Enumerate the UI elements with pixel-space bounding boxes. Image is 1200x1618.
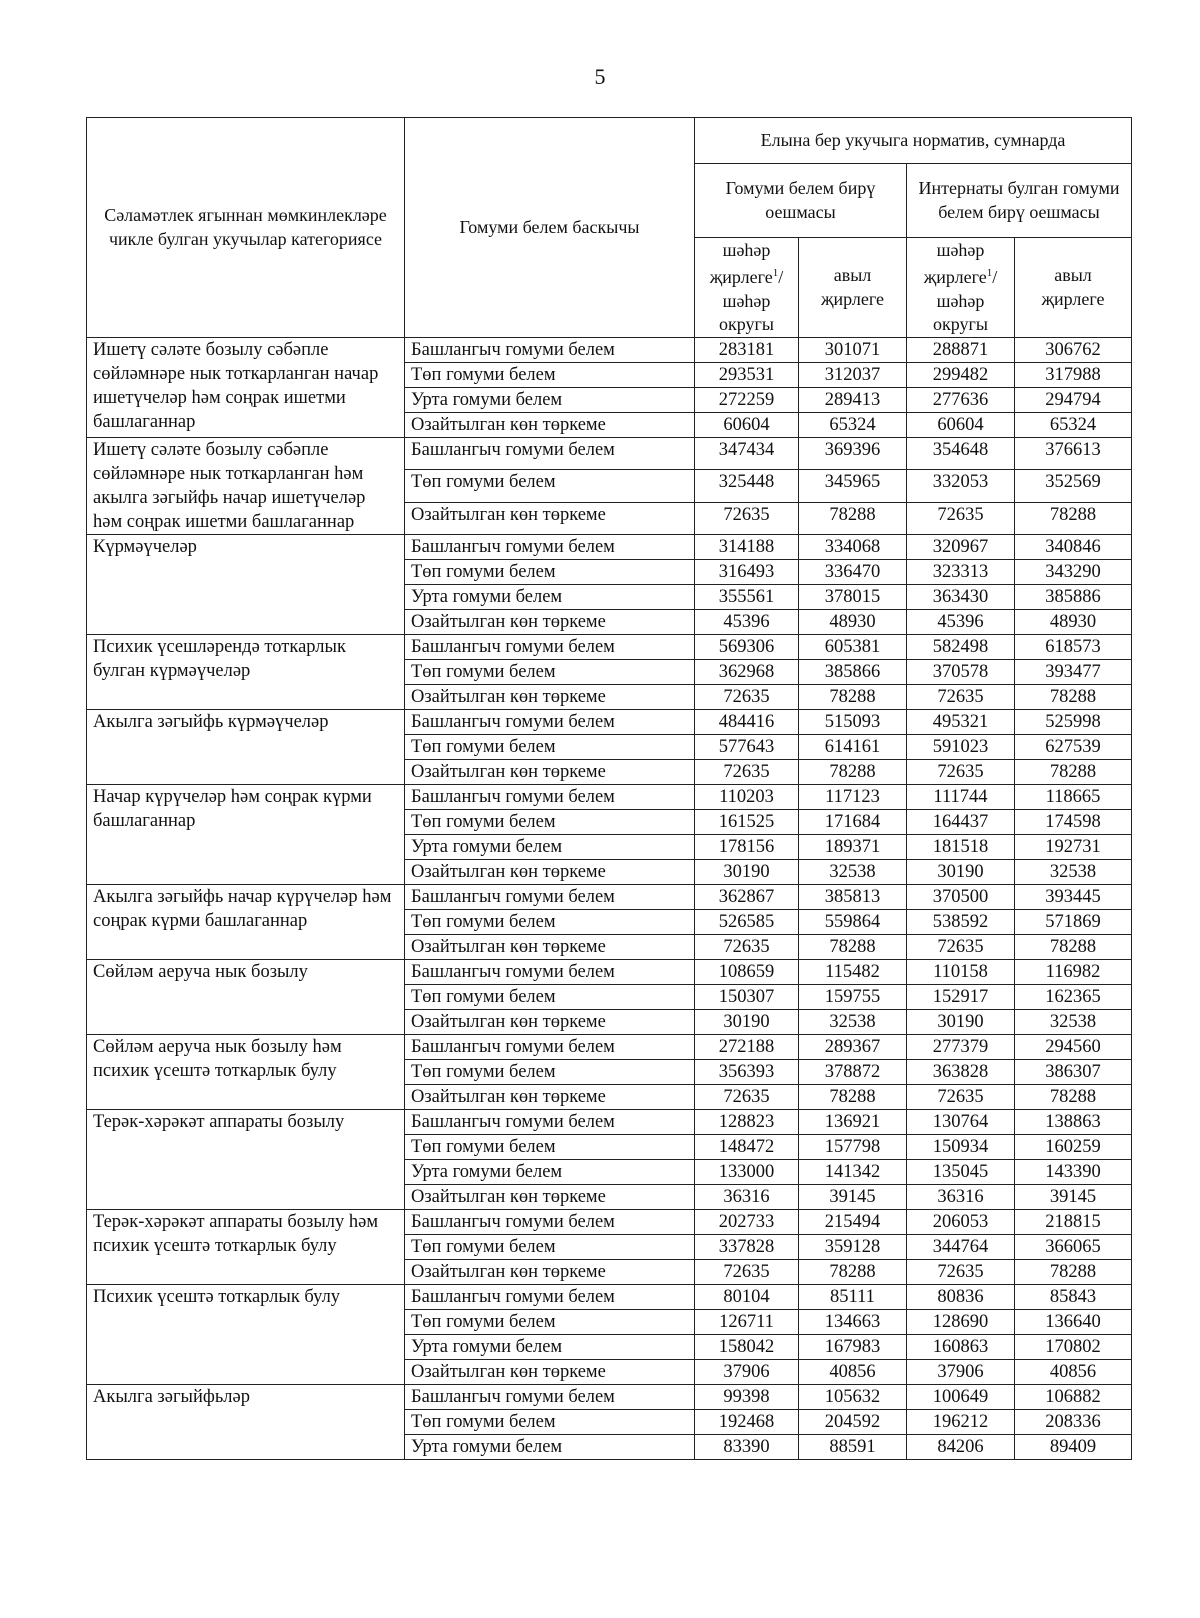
value-cell: 48930 xyxy=(1015,610,1132,635)
value-cell: 72635 xyxy=(695,502,799,534)
value-cell: 80836 xyxy=(907,1285,1015,1310)
value-cell: 164437 xyxy=(907,810,1015,835)
value-cell: 89409 xyxy=(1015,1435,1132,1460)
value-cell: 171684 xyxy=(799,810,907,835)
level-cell: Башлангыч гомуми белем xyxy=(405,1285,695,1310)
value-cell: 45396 xyxy=(907,610,1015,635)
value-cell: 32538 xyxy=(799,1010,907,1035)
category-cell: Психик үсешләрендә тоткарлык булган күрмәүчеләр xyxy=(87,635,405,710)
table-row xyxy=(87,1385,1132,1410)
value-cell: 294560 xyxy=(1015,1035,1132,1060)
value-cell: 138863 xyxy=(1015,1110,1132,1135)
header-level: Гомуми белем баскычы xyxy=(405,118,695,338)
value-cell: 78288 xyxy=(1015,1085,1132,1110)
value-cell: 32538 xyxy=(1015,860,1132,885)
value-cell: 189371 xyxy=(799,835,907,860)
table-row xyxy=(87,1035,1132,1060)
value-cell: 344764 xyxy=(907,1235,1015,1260)
value-cell: 277379 xyxy=(907,1035,1015,1060)
level-cell: Төп гомуми белем xyxy=(405,470,695,502)
level-cell: Башлангыч гомуми белем xyxy=(405,1110,695,1135)
value-cell: 484416 xyxy=(695,710,799,735)
level-cell: Башлангыч гомуми белем xyxy=(405,960,695,985)
level-cell: Озайтылган көн төркеме xyxy=(405,685,695,710)
value-cell: 376613 xyxy=(1015,438,1132,470)
value-cell: 78288 xyxy=(799,1260,907,1285)
level-cell: Озайтылган көн төркеме xyxy=(405,1185,695,1210)
value-cell: 293531 xyxy=(695,363,799,388)
value-cell: 148472 xyxy=(695,1135,799,1160)
value-cell: 301071 xyxy=(799,338,907,363)
value-cell: 36316 xyxy=(695,1185,799,1210)
value-cell: 627539 xyxy=(1015,735,1132,760)
value-cell: 323313 xyxy=(907,560,1015,585)
value-cell: 320967 xyxy=(907,535,1015,560)
value-cell: 196212 xyxy=(907,1410,1015,1435)
category-cell: Сөйләм аеруча нык бозылу һәм психик үсештә тоткарлык булу xyxy=(87,1035,405,1110)
header-rural-general: авыл җирлеге xyxy=(799,238,907,338)
value-cell: 78288 xyxy=(1015,502,1132,534)
level-cell: Башлангыч гомуми белем xyxy=(405,1385,695,1410)
value-cell: 78288 xyxy=(799,935,907,960)
value-cell: 32538 xyxy=(1015,1010,1132,1035)
value-cell: 78288 xyxy=(799,502,907,534)
value-cell: 157798 xyxy=(799,1135,907,1160)
level-cell: Озайтылган көн төркеме xyxy=(405,1085,695,1110)
value-cell: 115482 xyxy=(799,960,907,985)
value-cell: 117123 xyxy=(799,785,907,810)
value-cell: 36316 xyxy=(907,1185,1015,1210)
value-cell: 571869 xyxy=(1015,910,1132,935)
value-cell: 369396 xyxy=(799,438,907,470)
value-cell: 314188 xyxy=(695,535,799,560)
value-cell: 378872 xyxy=(799,1060,907,1085)
header-rural-boarding: авыл җирлеге xyxy=(1015,238,1132,338)
header-urban-boarding: шәһәр җирлеге$^1$/ шәһәр округы xyxy=(907,238,1015,338)
level-cell: Төп гомуми белем xyxy=(405,1060,695,1085)
level-cell: Башлангыч гомуми белем xyxy=(405,710,695,735)
level-cell: Төп гомуми белем xyxy=(405,910,695,935)
category-cell: Начар күрүчеләр һәм соңрак күрми башлаганнар xyxy=(87,785,405,885)
table-row xyxy=(87,1110,1132,1135)
level-cell: Урта гомуми белем xyxy=(405,1335,695,1360)
value-cell: 393477 xyxy=(1015,660,1132,685)
value-cell: 110203 xyxy=(695,785,799,810)
value-cell: 65324 xyxy=(799,413,907,438)
value-cell: 362968 xyxy=(695,660,799,685)
table-row xyxy=(87,885,1132,910)
value-cell: 32538 xyxy=(799,860,907,885)
value-cell: 370500 xyxy=(907,885,1015,910)
table-row xyxy=(87,785,1132,810)
value-cell: 72635 xyxy=(907,1260,1015,1285)
value-cell: 78288 xyxy=(1015,760,1132,785)
level-cell: Башлангыч гомуми белем xyxy=(405,338,695,363)
value-cell: 605381 xyxy=(799,635,907,660)
value-cell: 577643 xyxy=(695,735,799,760)
value-cell: 354648 xyxy=(907,438,1015,470)
level-cell: Озайтылган көн төркеме xyxy=(405,502,695,534)
value-cell: 525998 xyxy=(1015,710,1132,735)
value-cell: 72635 xyxy=(907,1085,1015,1110)
level-cell: Башлангыч гомуми белем xyxy=(405,438,695,470)
value-cell: 337828 xyxy=(695,1235,799,1260)
value-cell: 162365 xyxy=(1015,985,1132,1010)
value-cell: 614161 xyxy=(799,735,907,760)
value-cell: 100649 xyxy=(907,1385,1015,1410)
table-row xyxy=(87,535,1132,560)
value-cell: 272188 xyxy=(695,1035,799,1060)
value-cell: 204592 xyxy=(799,1410,907,1435)
value-cell: 85111 xyxy=(799,1285,907,1310)
value-cell: 277636 xyxy=(907,388,1015,413)
value-cell: 618573 xyxy=(1015,635,1132,660)
value-cell: 345965 xyxy=(799,470,907,502)
value-cell: 218815 xyxy=(1015,1210,1132,1235)
value-cell: 135045 xyxy=(907,1160,1015,1185)
value-cell: 378015 xyxy=(799,585,907,610)
value-cell: 370578 xyxy=(907,660,1015,685)
level-cell: Урта гомуми белем xyxy=(405,1435,695,1460)
value-cell: 363828 xyxy=(907,1060,1015,1085)
value-cell: 289413 xyxy=(799,388,907,413)
level-cell: Башлангыч гомуми белем xyxy=(405,785,695,810)
value-cell: 181518 xyxy=(907,835,1015,860)
header-org-boarding: Интернаты булган гомуми белем бирү оешмасы xyxy=(907,164,1132,238)
value-cell: 591023 xyxy=(907,735,1015,760)
value-cell: 526585 xyxy=(695,910,799,935)
value-cell: 159755 xyxy=(799,985,907,1010)
value-cell: 30190 xyxy=(695,1010,799,1035)
value-cell: 65324 xyxy=(1015,413,1132,438)
header-norm-title: Елына бер укучыга норматив, сумнарда xyxy=(695,118,1132,164)
level-cell: Озайтылган көн төркеме xyxy=(405,1360,695,1385)
value-cell: 569306 xyxy=(695,635,799,660)
value-cell: 206053 xyxy=(907,1210,1015,1235)
value-cell: 60604 xyxy=(907,413,1015,438)
level-cell: Урта гомуми белем xyxy=(405,1160,695,1185)
value-cell: 40856 xyxy=(799,1360,907,1385)
value-cell: 84206 xyxy=(907,1435,1015,1460)
value-cell: 299482 xyxy=(907,363,1015,388)
value-cell: 83390 xyxy=(695,1435,799,1460)
value-cell: 386307 xyxy=(1015,1060,1132,1085)
value-cell: 72635 xyxy=(907,685,1015,710)
category-cell: Психик үсештә тоткарлык булу xyxy=(87,1285,405,1385)
value-cell: 288871 xyxy=(907,338,1015,363)
value-cell: 111744 xyxy=(907,785,1015,810)
value-cell: 362867 xyxy=(695,885,799,910)
value-cell: 72635 xyxy=(695,1085,799,1110)
value-cell: 495321 xyxy=(907,710,1015,735)
value-cell: 30190 xyxy=(695,860,799,885)
level-cell: Урта гомуми белем xyxy=(405,585,695,610)
value-cell: 106882 xyxy=(1015,1385,1132,1410)
value-cell: 143390 xyxy=(1015,1160,1132,1185)
level-cell: Башлангыч гомуми белем xyxy=(405,535,695,560)
norms-table xyxy=(86,117,1132,1460)
value-cell: 60604 xyxy=(695,413,799,438)
level-cell: Башлангыч гомуми белем xyxy=(405,635,695,660)
value-cell: 150934 xyxy=(907,1135,1015,1160)
category-cell: Күрмәүчеләр xyxy=(87,535,405,635)
value-cell: 167983 xyxy=(799,1335,907,1360)
level-cell: Төп гомуми белем xyxy=(405,1410,695,1435)
value-cell: 116982 xyxy=(1015,960,1132,985)
value-cell: 340846 xyxy=(1015,535,1132,560)
value-cell: 78288 xyxy=(1015,685,1132,710)
value-cell: 359128 xyxy=(799,1235,907,1260)
value-cell: 334068 xyxy=(799,535,907,560)
category-cell: Акылга зәгыйфь начар күрүчеләр һәм соңрак күрми башлаганнар xyxy=(87,885,405,960)
category-cell: Сөйләм аеруча нык бозылу xyxy=(87,960,405,1035)
value-cell: 538592 xyxy=(907,910,1015,935)
level-cell: Озайтылган көн төркеме xyxy=(405,1010,695,1035)
value-cell: 393445 xyxy=(1015,885,1132,910)
value-cell: 202733 xyxy=(695,1210,799,1235)
value-cell: 105632 xyxy=(799,1385,907,1410)
category-cell: Терәк-хәрәкәт аппараты бозылу һәм психик үсештә тоткарлык булу xyxy=(87,1210,405,1285)
value-cell: 208336 xyxy=(1015,1410,1132,1435)
value-cell: 192731 xyxy=(1015,835,1132,860)
value-cell: 178156 xyxy=(695,835,799,860)
value-cell: 385886 xyxy=(1015,585,1132,610)
value-cell: 325448 xyxy=(695,470,799,502)
value-cell: 160863 xyxy=(907,1335,1015,1360)
level-cell: Төп гомуми белем xyxy=(405,660,695,685)
value-cell: 192468 xyxy=(695,1410,799,1435)
value-cell: 80104 xyxy=(695,1285,799,1310)
value-cell: 40856 xyxy=(1015,1360,1132,1385)
table-row xyxy=(87,960,1132,985)
value-cell: 136921 xyxy=(799,1110,907,1135)
category-cell: Терәк-хәрәкәт аппараты бозылу xyxy=(87,1110,405,1210)
table-row xyxy=(87,438,1132,470)
value-cell: 215494 xyxy=(799,1210,907,1235)
level-cell: Төп гомуми белем xyxy=(405,735,695,760)
value-cell: 78288 xyxy=(1015,935,1132,960)
value-cell: 85843 xyxy=(1015,1285,1132,1310)
level-cell: Төп гомуми белем xyxy=(405,1310,695,1335)
level-cell: Төп гомуми белем xyxy=(405,1235,695,1260)
level-cell: Башлангыч гомуми белем xyxy=(405,1210,695,1235)
value-cell: 72635 xyxy=(695,935,799,960)
level-cell: Урта гомуми белем xyxy=(405,388,695,413)
value-cell: 78288 xyxy=(1015,1260,1132,1285)
table-row xyxy=(87,635,1132,660)
value-cell: 39145 xyxy=(1015,1185,1132,1210)
value-cell: 141342 xyxy=(799,1160,907,1185)
value-cell: 72635 xyxy=(695,685,799,710)
value-cell: 294794 xyxy=(1015,388,1132,413)
level-cell: Төп гомуми белем xyxy=(405,560,695,585)
value-cell: 332053 xyxy=(907,470,1015,502)
value-cell: 316493 xyxy=(695,560,799,585)
value-cell: 108659 xyxy=(695,960,799,985)
value-cell: 559864 xyxy=(799,910,907,935)
value-cell: 317988 xyxy=(1015,363,1132,388)
value-cell: 355561 xyxy=(695,585,799,610)
table-row xyxy=(87,710,1132,735)
level-cell: Озайтылган көн төркеме xyxy=(405,760,695,785)
value-cell: 366065 xyxy=(1015,1235,1132,1260)
header-urban-general: шәһәр җирлеге$^1$/ шәһәр округы xyxy=(695,238,799,338)
category-cell: Ишетү сәләте бозылу сәбәпле сөйләмнәре нык тоткарланган начар ишетүчеләр һәм соңрак ишетми башлаганнар xyxy=(87,338,405,438)
value-cell: 37906 xyxy=(695,1360,799,1385)
level-cell: Урта гомуми белем xyxy=(405,835,695,860)
value-cell: 152917 xyxy=(907,985,1015,1010)
value-cell: 130764 xyxy=(907,1110,1015,1135)
level-cell: Төп гомуми белем xyxy=(405,810,695,835)
value-cell: 128823 xyxy=(695,1110,799,1135)
value-cell: 356393 xyxy=(695,1060,799,1085)
value-cell: 30190 xyxy=(907,860,1015,885)
value-cell: 352569 xyxy=(1015,470,1132,502)
value-cell: 515093 xyxy=(799,710,907,735)
value-cell: 48930 xyxy=(799,610,907,635)
level-cell: Башлангыч гомуми белем xyxy=(405,1035,695,1060)
level-cell: Озайтылган көн төркеме xyxy=(405,860,695,885)
value-cell: 72635 xyxy=(907,760,1015,785)
value-cell: 39145 xyxy=(799,1185,907,1210)
header-category: Сәламәтлек ягыннан мөмкинлекләре чикле булган укучылар категориясе xyxy=(87,118,405,338)
value-cell: 45396 xyxy=(695,610,799,635)
category-cell: Акылга зәгыйфь күрмәүчеләр xyxy=(87,710,405,785)
value-cell: 110158 xyxy=(907,960,1015,985)
value-cell: 30190 xyxy=(907,1010,1015,1035)
category-cell: Ишетү сәләте бозылу сәбәпле сөйләмнәре нык тоткарланган һәм акылга зәгыйфь начар ишетүчеләр һәм соңрак ишетми башлаганнар xyxy=(87,438,405,535)
value-cell: 343290 xyxy=(1015,560,1132,585)
value-cell: 363430 xyxy=(907,585,1015,610)
level-cell: Озайтылган көн төркеме xyxy=(405,413,695,438)
value-cell: 126711 xyxy=(695,1310,799,1335)
value-cell: 312037 xyxy=(799,363,907,388)
value-cell: 78288 xyxy=(799,685,907,710)
value-cell: 134663 xyxy=(799,1310,907,1335)
value-cell: 160259 xyxy=(1015,1135,1132,1160)
header-org-general: Гомуми белем бирү оешмасы xyxy=(695,164,907,238)
value-cell: 170802 xyxy=(1015,1335,1132,1360)
value-cell: 78288 xyxy=(799,1085,907,1110)
value-cell: 150307 xyxy=(695,985,799,1010)
value-cell: 582498 xyxy=(907,635,1015,660)
value-cell: 385813 xyxy=(799,885,907,910)
level-cell: Озайтылган көн төркеме xyxy=(405,610,695,635)
value-cell: 336470 xyxy=(799,560,907,585)
value-cell: 78288 xyxy=(799,760,907,785)
table-row xyxy=(87,338,1132,363)
level-cell: Төп гомуми белем xyxy=(405,363,695,388)
value-cell: 72635 xyxy=(907,935,1015,960)
category-cell: Акылга зәгыйфьләр xyxy=(87,1385,405,1460)
table-header xyxy=(87,118,1132,338)
value-cell: 272259 xyxy=(695,388,799,413)
level-cell: Төп гомуми белем xyxy=(405,985,695,1010)
value-cell: 72635 xyxy=(695,1260,799,1285)
table-body xyxy=(87,338,1132,1460)
level-cell: Озайтылган көн төркеме xyxy=(405,1260,695,1285)
value-cell: 99398 xyxy=(695,1385,799,1410)
value-cell: 174598 xyxy=(1015,810,1132,835)
value-cell: 118665 xyxy=(1015,785,1132,810)
level-cell: Озайтылган көн төркеме xyxy=(405,935,695,960)
level-cell: Башлангыч гомуми белем xyxy=(405,885,695,910)
value-cell: 72635 xyxy=(695,760,799,785)
value-cell: 128690 xyxy=(907,1310,1015,1335)
value-cell: 306762 xyxy=(1015,338,1132,363)
value-cell: 161525 xyxy=(695,810,799,835)
value-cell: 385866 xyxy=(799,660,907,685)
value-cell: 133000 xyxy=(695,1160,799,1185)
page-number: 5 xyxy=(594,64,606,89)
value-cell: 158042 xyxy=(695,1335,799,1360)
value-cell: 289367 xyxy=(799,1035,907,1060)
value-cell: 136640 xyxy=(1015,1310,1132,1335)
level-cell: Төп гомуми белем xyxy=(405,1135,695,1160)
table-row xyxy=(87,1285,1132,1310)
value-cell: 37906 xyxy=(907,1360,1015,1385)
table-row xyxy=(87,1210,1132,1235)
value-cell: 347434 xyxy=(695,438,799,470)
value-cell: 88591 xyxy=(799,1435,907,1460)
value-cell: 72635 xyxy=(907,502,1015,534)
value-cell: 283181 xyxy=(695,338,799,363)
